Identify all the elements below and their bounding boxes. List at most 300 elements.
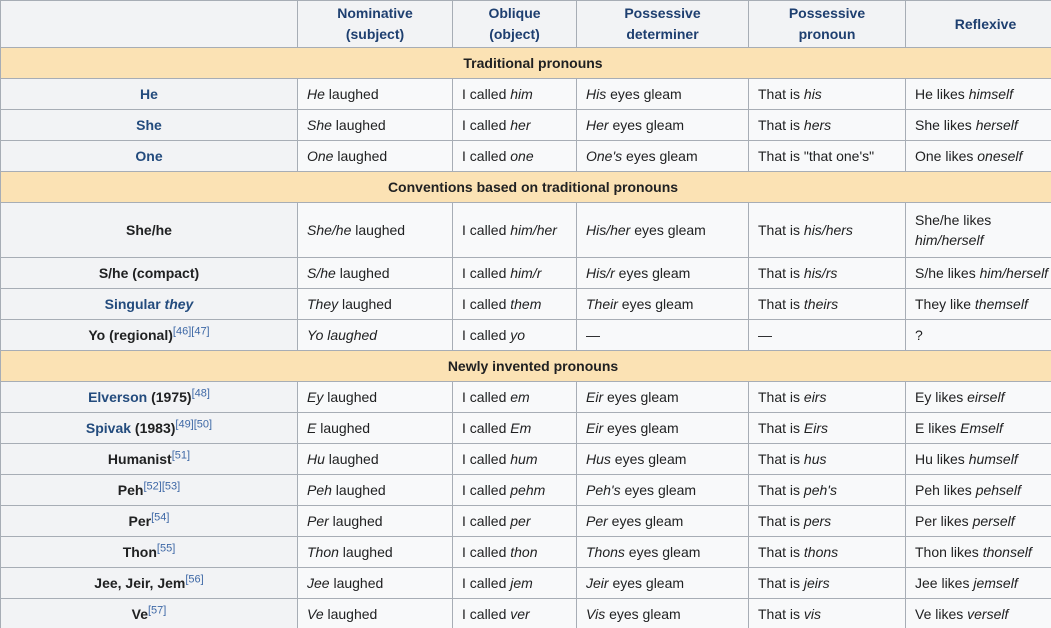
row-label-cell: [1, 506, 298, 537]
footnote-ref-link[interactable]: [50]: [193, 418, 213, 431]
cell-oblique: [453, 141, 577, 172]
text-segment: Per likes: [915, 513, 973, 529]
text-segment: peh's: [803, 482, 837, 498]
cell-possessive-pronoun: [749, 537, 906, 568]
text-segment: eyes gleam: [607, 513, 684, 529]
text-segment: Jeir: [586, 575, 609, 591]
text-segment: I called: [462, 296, 511, 312]
text-segment: Eir: [586, 389, 604, 405]
cell-oblique: [453, 79, 577, 110]
cell-possessive-pronoun: [749, 289, 906, 320]
text-segment: That is: [758, 222, 804, 238]
pronoun-link[interactable]: Spivak: [85, 420, 132, 436]
text-segment: His/r: [586, 265, 615, 281]
text-segment: Peh likes: [915, 482, 976, 498]
header-row: [1, 1, 1051, 48]
text-segment: laughed: [335, 265, 390, 281]
text-segment: I called: [462, 117, 511, 133]
text-segment: ver: [510, 606, 530, 622]
text-segment: I called: [462, 86, 511, 102]
cell-possessive-pronoun: [749, 258, 906, 289]
cell-nominative: [298, 203, 453, 258]
cell-reflexive: [906, 506, 1051, 537]
text-segment: jeirs: [803, 575, 830, 591]
text-segment: pehm: [510, 482, 546, 498]
text-segment: herself: [975, 117, 1018, 133]
cell-nominative: [298, 537, 453, 568]
footnote-ref-link[interactable]: [53]: [161, 480, 181, 493]
text-segment: I called: [462, 451, 511, 467]
text-segment: laughed: [331, 117, 386, 133]
text-segment: him: [510, 86, 533, 102]
text-segment: laughed: [338, 296, 392, 312]
row-label-cell: [1, 382, 298, 413]
text-segment: Thons: [586, 544, 625, 560]
cell-possessive-pronoun: [749, 506, 906, 537]
table-row: [1, 141, 1051, 172]
cell-oblique: [453, 203, 577, 258]
text-segment: —: [758, 327, 772, 343]
text-segment: Peh: [307, 482, 332, 498]
cell-possessive-pronoun: [749, 568, 906, 599]
cell-nominative: [298, 382, 453, 413]
text-segment: They: [307, 296, 339, 312]
cell-possessive-determiner: [577, 141, 749, 172]
cell-reflexive: [906, 413, 1051, 444]
table-header: [1, 1, 1051, 48]
text-segment: oneself: [977, 148, 1023, 164]
row-label-cell: [1, 110, 298, 141]
column-header-possessive-pronoun: [749, 1, 906, 48]
text-segment: Hus: [586, 451, 611, 467]
column-header-text: Possessive: [788, 5, 866, 21]
text-segment: I called: [462, 575, 511, 591]
text-segment: eyes gleam: [620, 482, 697, 498]
column-header-text: pronoun: [798, 26, 856, 42]
text-segment: Thon: [122, 544, 157, 560]
pronoun-link[interactable]: Singular: [104, 296, 165, 312]
table-row: [1, 382, 1051, 413]
text-segment: them: [510, 296, 542, 312]
footnote-ref-link[interactable]: [49]: [175, 418, 194, 431]
row-label-cell: [1, 289, 298, 320]
column-header-text: determiner: [626, 26, 699, 42]
text-segment: jemself: [973, 575, 1018, 591]
cell-oblique: [453, 110, 577, 141]
text-segment: S/he (compact): [98, 265, 200, 281]
cell-possessive-determiner: [577, 110, 749, 141]
text-segment: Jee likes: [915, 575, 974, 591]
text-segment: Ve likes: [915, 606, 968, 622]
text-segment: That is: [758, 451, 804, 467]
cell-possessive-determiner: [577, 537, 749, 568]
column-header-text: (subject): [345, 26, 405, 42]
section-row: [1, 172, 1051, 203]
cell-possessive-determiner: [577, 382, 749, 413]
column-header-possessive-determiner: [577, 1, 749, 48]
table-row: [1, 599, 1051, 628]
text-segment: E likes: [915, 420, 961, 436]
cell-possessive-pronoun: [749, 141, 906, 172]
text-segment: Hu likes: [915, 451, 969, 467]
footnote-ref-link[interactable]: [51]: [171, 449, 191, 462]
footnote-ref-link[interactable]: [54]: [151, 511, 170, 524]
row-label-cell: [1, 537, 298, 568]
text-segment: hers: [803, 117, 832, 133]
cell-possessive-pronoun: [749, 475, 906, 506]
text-segment: I called: [462, 327, 511, 343]
text-segment: (1983): [131, 420, 176, 436]
text-segment: laughed: [328, 513, 383, 529]
text-segment: him/her: [510, 222, 557, 238]
table-row: [1, 320, 1051, 351]
text-segment: laughed: [316, 420, 371, 436]
row-label-cell: [1, 79, 298, 110]
text-segment: One: [307, 148, 334, 164]
row-label-cell: [1, 141, 298, 172]
text-segment: They like: [915, 296, 975, 312]
cell-reflexive: [906, 382, 1051, 413]
text-segment: Ey likes: [915, 389, 968, 405]
cell-possessive-pronoun: [749, 382, 906, 413]
text-segment: his/rs: [803, 265, 838, 281]
column-header-reflexive: [906, 1, 1051, 48]
cell-nominative: [298, 320, 453, 351]
text-segment: He likes: [915, 86, 969, 102]
cell-reflexive: [906, 203, 1051, 258]
text-segment: eyes gleam: [605, 606, 681, 622]
text-segment: She/he: [126, 222, 172, 238]
text-segment: That is: [758, 606, 804, 622]
cell-oblique: [453, 320, 577, 351]
text-segment: eyes gleam: [603, 420, 679, 436]
cell-possessive-determiner: [577, 79, 749, 110]
text-segment: Ve: [307, 606, 324, 622]
row-label-cell: [1, 599, 298, 628]
cell-reflexive: [906, 537, 1051, 568]
cell-oblique: [453, 537, 577, 568]
cell-oblique: [453, 444, 577, 475]
text-segment: perself: [972, 513, 1015, 529]
table-row: [1, 506, 1051, 537]
pronoun-link[interactable]: He: [140, 86, 158, 102]
text-segment: She: [307, 117, 332, 133]
footnote-ref-link[interactable]: [52]: [143, 480, 162, 493]
text-segment: Jee, Jeir, Jem: [94, 575, 186, 591]
table-row: [1, 203, 1051, 258]
cell-nominative: [298, 258, 453, 289]
text-segment: Vis: [586, 606, 606, 622]
text-segment: E: [307, 420, 317, 436]
table-row: [1, 537, 1051, 568]
cell-reflexive: [906, 475, 1051, 506]
column-header-text: Reflexive: [954, 15, 1017, 32]
text-segment: I called: [462, 148, 511, 164]
cell-reflexive: [906, 110, 1051, 141]
text-segment: his/hers: [803, 222, 853, 238]
text-segment: hum: [510, 451, 538, 467]
text-segment: eyes gleam: [603, 389, 679, 405]
text-segment: That is: [758, 575, 804, 591]
text-segment: Thon: [307, 544, 339, 560]
row-label-cell: [1, 413, 298, 444]
footnote-ref-link[interactable]: [47]: [191, 325, 210, 338]
cell-nominative: [298, 475, 453, 506]
text-segment: eyes gleam: [630, 222, 706, 238]
cell-possessive-determiner: [577, 506, 749, 537]
cell-possessive-determiner: [577, 568, 749, 599]
text-segment: eyes gleam: [606, 86, 682, 102]
text-segment: Peh: [117, 482, 144, 498]
text-segment: I called: [462, 265, 511, 281]
column-header-text: Oblique: [488, 5, 541, 21]
column-header-row-label: [1, 1, 298, 48]
text-segment: Eir: [586, 420, 604, 436]
cell-possessive-pronoun: [749, 413, 906, 444]
text-segment: Per: [307, 513, 329, 529]
text-segment: his: [803, 86, 822, 102]
text-segment: eyes gleam: [608, 575, 685, 591]
cell-reflexive: [906, 289, 1051, 320]
text-segment: That is: [758, 420, 804, 436]
section-row: [1, 48, 1051, 79]
text-segment: Jee: [307, 575, 330, 591]
cell-nominative: [298, 599, 453, 628]
table-row: [1, 110, 1051, 141]
text-segment: I called: [462, 389, 511, 405]
section-header: Traditional pronouns: [1, 48, 1051, 79]
cell-possessive-pronoun: [749, 599, 906, 628]
text-segment: ?: [915, 327, 923, 343]
text-segment: verself: [967, 606, 1009, 622]
footnote-ref-link[interactable]: [46]: [172, 325, 192, 338]
row-label-cell: [1, 568, 298, 599]
text-segment: That is "that one's": [758, 148, 875, 164]
text-segment: That is: [758, 513, 804, 529]
cell-nominative: [298, 141, 453, 172]
text-segment: I called: [462, 420, 511, 436]
row-label-cell: [1, 475, 298, 506]
text-segment: laughed: [323, 389, 378, 405]
text-segment: laughed: [333, 148, 388, 164]
cell-possessive-pronoun: [749, 320, 906, 351]
cell-possessive-determiner: [577, 320, 749, 351]
cell-nominative: [298, 444, 453, 475]
text-segment: thons: [803, 544, 839, 560]
pronoun-link[interactable]: they: [164, 296, 194, 312]
text-segment: laughed: [351, 222, 406, 238]
text-segment: hus: [803, 451, 827, 467]
text-segment: One's: [586, 148, 623, 164]
text-segment: S/he: [307, 265, 336, 281]
text-segment: him/herself: [979, 265, 1049, 281]
text-segment: theirs: [803, 296, 839, 312]
text-segment: That is: [758, 482, 804, 498]
text-segment: per: [510, 513, 531, 529]
row-label-cell: [1, 444, 298, 475]
text-segment: That is: [758, 86, 804, 102]
footnote-ref-link[interactable]: [55]: [156, 542, 176, 555]
text-segment: humself: [968, 451, 1018, 467]
text-segment: yo: [510, 327, 526, 343]
text-segment: em: [510, 389, 530, 405]
text-segment: She likes: [915, 117, 976, 133]
table-row: [1, 289, 1051, 320]
column-header-oblique: [453, 1, 577, 48]
text-segment: I called: [462, 222, 511, 238]
column-header-nominative: [298, 1, 453, 48]
cell-possessive-determiner: [577, 413, 749, 444]
cell-oblique: [453, 506, 577, 537]
cell-oblique: [453, 289, 577, 320]
text-segment: laughed: [331, 482, 386, 498]
text-segment: her: [510, 117, 531, 133]
text-segment: Emself: [960, 420, 1003, 436]
cell-oblique: [453, 413, 577, 444]
footnote-ref-link[interactable]: [48]: [191, 387, 210, 400]
cell-possessive-pronoun: [749, 79, 906, 110]
cell-reflexive: [906, 258, 1051, 289]
table-body: [1, 48, 1051, 628]
text-segment: jem: [510, 575, 533, 591]
text-segment: thon: [510, 544, 538, 560]
text-segment: I called: [462, 513, 511, 529]
cell-reflexive: [906, 79, 1051, 110]
cell-possessive-determiner: [577, 475, 749, 506]
text-segment: His/her: [586, 222, 631, 238]
text-segment: He: [307, 86, 325, 102]
text-segment: pehself: [975, 482, 1021, 498]
text-segment: Eirs: [803, 420, 829, 436]
text-segment: eirs: [803, 389, 827, 405]
text-segment: eyes gleam: [608, 117, 685, 133]
text-segment: laughed: [324, 86, 379, 102]
text-segment: She/he: [307, 222, 352, 238]
section-row: [1, 351, 1051, 382]
text-segment: laughed: [323, 606, 378, 622]
section-header: Conventions based on traditional pronouns: [1, 172, 1051, 203]
cell-oblique: [453, 599, 577, 628]
text-segment: Yo (regional): [88, 327, 173, 343]
cell-nominative: [298, 506, 453, 537]
text-segment: S/he likes: [915, 265, 980, 281]
text-segment: Em: [510, 420, 532, 436]
column-header-text: Possessive: [624, 5, 701, 21]
text-segment: him/herself: [915, 232, 984, 248]
pronoun-link[interactable]: Elverson: [88, 389, 148, 405]
cell-reflexive: [906, 444, 1051, 475]
text-segment: laughed: [329, 575, 384, 591]
cell-possessive-pronoun: [749, 110, 906, 141]
cell-nominative: [298, 568, 453, 599]
text-segment: him/r: [510, 265, 542, 281]
text-segment: (1975): [147, 389, 192, 405]
footnote-ref-link[interactable]: [56]: [185, 573, 204, 586]
text-segment: Yo laughed: [307, 327, 378, 343]
text-segment: That is: [758, 265, 804, 281]
text-segment: Peh's: [586, 482, 621, 498]
text-segment: That is: [758, 117, 804, 133]
text-segment: His: [586, 86, 607, 102]
cell-oblique: [453, 568, 577, 599]
text-segment: vis: [803, 606, 822, 622]
cell-reflexive: [906, 599, 1051, 628]
cell-nominative: [298, 413, 453, 444]
table-row: [1, 258, 1051, 289]
text-segment: I called: [462, 544, 511, 560]
row-label-cell: [1, 258, 298, 289]
text-segment: Hu: [307, 451, 325, 467]
text-segment: eyes gleam: [622, 148, 698, 164]
cell-possessive-determiner: [577, 444, 749, 475]
text-segment: pers: [803, 513, 832, 529]
cell-oblique: [453, 258, 577, 289]
cell-oblique: [453, 382, 577, 413]
pronoun-link[interactable]: One: [135, 148, 163, 164]
cell-nominative: [298, 79, 453, 110]
table-row: [1, 568, 1051, 599]
cell-possessive-pronoun: [749, 444, 906, 475]
text-segment: Ve: [131, 606, 148, 622]
footnote-ref-link[interactable]: [57]: [148, 604, 167, 617]
table-row: [1, 444, 1051, 475]
cell-nominative: [298, 289, 453, 320]
text-segment: laughed: [338, 544, 393, 560]
text-segment: Per: [586, 513, 608, 529]
text-segment: Thon likes: [915, 544, 983, 560]
cell-possessive-determiner: [577, 258, 749, 289]
text-segment: eyes gleam: [617, 296, 694, 312]
text-segment: laughed: [324, 451, 379, 467]
text-segment: That is: [758, 544, 804, 560]
text-segment: eyes gleam: [624, 544, 701, 560]
row-label-cell: [1, 320, 298, 351]
cell-nominative: [298, 110, 453, 141]
text-segment: One likes: [915, 148, 978, 164]
column-header-text: (object): [489, 26, 540, 42]
text-segment: himself: [968, 86, 1014, 102]
text-segment: I called: [462, 482, 511, 498]
table-row: [1, 475, 1051, 506]
text-segment: Their: [586, 296, 618, 312]
cell-possessive-determiner: [577, 599, 749, 628]
text-segment: eyes gleam: [614, 265, 691, 281]
cell-reflexive: [906, 320, 1051, 351]
text-segment: themself: [974, 296, 1028, 312]
text-segment: I called: [462, 606, 511, 622]
cell-reflexive: [906, 141, 1051, 172]
text-segment: Per: [128, 513, 152, 529]
pronoun-link[interactable]: She: [136, 117, 162, 133]
column-header-text: Nominative: [337, 5, 413, 21]
cell-reflexive: [906, 568, 1051, 599]
text-segment: Ey: [307, 389, 324, 405]
text-segment: That is: [758, 296, 804, 312]
text-segment: one: [510, 148, 534, 164]
text-segment: —: [586, 327, 600, 343]
cell-possessive-determiner: [577, 289, 749, 320]
text-segment: Humanist: [107, 451, 172, 467]
cell-oblique: [453, 475, 577, 506]
section-header: Newly invented pronouns: [1, 351, 1051, 382]
row-label-cell: [1, 203, 298, 258]
cell-possessive-determiner: [577, 203, 749, 258]
text-segment: thonself: [982, 544, 1032, 560]
text-segment: eirself: [967, 389, 1005, 405]
text-segment: She/he likes: [915, 212, 992, 228]
text-segment: eyes gleam: [610, 451, 687, 467]
cell-possessive-pronoun: [749, 203, 906, 258]
